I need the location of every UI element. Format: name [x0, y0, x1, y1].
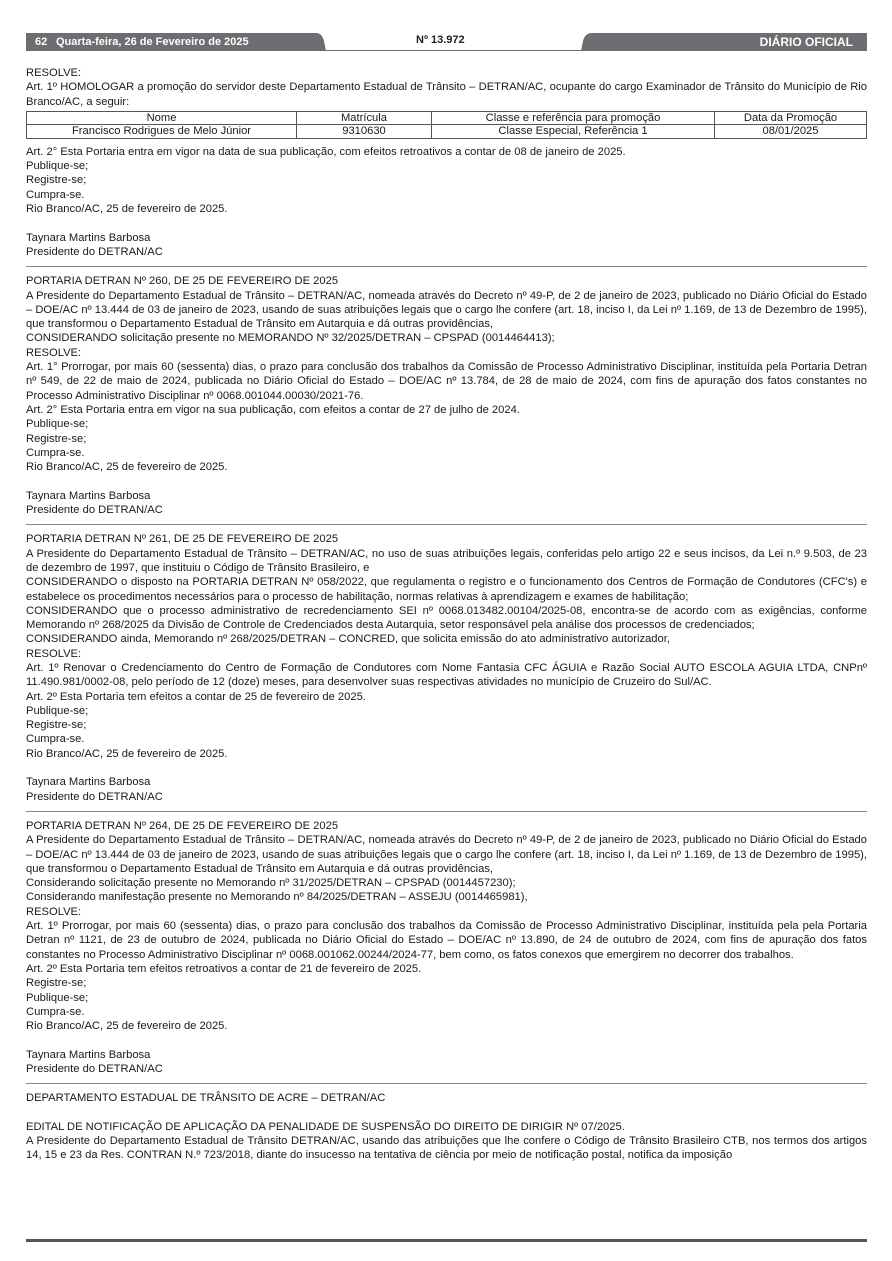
issue-date: Quarta-feira, 26 de Fevereiro de 2025: [56, 36, 249, 48]
text-paragraph: Presidente do DETRAN/AC: [26, 245, 163, 258]
text-paragraph: Presidente do DETRAN/AC: [26, 790, 163, 803]
text-paragraph: Registre-se;: [26, 977, 87, 990]
column-header: Data da Promoção: [715, 111, 867, 125]
blank-line: [26, 474, 867, 488]
text-paragraph: Presidente do DETRAN/AC: [26, 504, 163, 517]
text-paragraph: Publique-se;: [26, 418, 89, 431]
section-lines: [26, 274, 867, 517]
text-paragraph: Cumpra-se.: [26, 446, 85, 459]
text-paragraph: CONSIDERANDO o disposto na PORTARIA DETRAN Nº 058/2022, que regulamenta o registro e o funcionamento dos Centros de Formação de Condutores (CFC's) e estabelece os procedimentos necessários para o processo de habilitação, normas relativas à aprendizagem e exames de habilitação;: [26, 576, 867, 603]
text-paragraph: PORTARIA DETRAN Nº 261, DE 25 DE FEVEREIRO DE 2025: [26, 533, 339, 546]
journal-title: DIÁRIO OFICIAL: [759, 35, 853, 49]
text-paragraph: Art. 1° Prorrogar, por mais 60 (sessenta) dias, o prazo para conclusão dos trabalhos da Comissão de Processo Administrativo Disciplinar, instituída pela Portaria Detran nº 549, de 22 de maio de 2024, publicada no Diário Oficial do Estado – DOE/AC nº 13.784, de 28 de maio de 2024, com fins de apuração dos fatos constantes no Processo Administrativo Disciplinar nº 0068.001044.00030/2021-76.: [26, 361, 867, 402]
text-paragraph: A Presidente do Departamento Estadual de Trânsito DETRAN/AC, usando das atribuições que lhe confere o Código de Trânsito Brasileiro CTB, nos termos dos artigos 14, 15 e 23 da Res. CONTRAN N.º 723/2018, diante do insucesso na tentativa de ciência por meio de notificação postal, notifica da imposição: [26, 1135, 867, 1162]
text-paragraph: Publique-se;: [26, 160, 89, 173]
text-paragraph: Art. 2° Esta Portaria entra em vigor na sua publicação, com efeitos a contar de 27 de julho de 2024.: [26, 403, 520, 416]
promotion-table: [26, 111, 867, 139]
text-paragraph: Registre-se;: [26, 432, 87, 445]
edition-number: Nº 13.972: [416, 34, 465, 46]
text-paragraph: CONSIDERANDO solicitação presente no MEMORANDO Nº 32/2025/DETRAN – CPSPAD (0014464413);: [26, 332, 555, 345]
table-cell: Francisco Rodrigues de Melo Júnior: [27, 125, 297, 139]
text-paragraph: Registre-se;: [26, 719, 87, 732]
text-paragraph: Taynara Martins Barbosa: [26, 1048, 151, 1061]
section-lines: [26, 819, 867, 1076]
table-cell: 08/01/2025: [715, 125, 867, 139]
text-paragraph: EDITAL DE NOTIFICAÇÃO DE APLICAÇÃO DA PENALIDADE DE SUSPENSÃO DO DIREITO DE DIRIGIR Nº 07/2025.: [26, 1120, 625, 1133]
text-paragraph: DEPARTAMENTO ESTADUAL DE TRÂNSITO DE ACRE – DETRAN/AC: [26, 1092, 386, 1105]
text-paragraph: Rio Branco/AC, 25 de fevereiro de 2025.: [26, 461, 228, 474]
footer-rule: [26, 1239, 867, 1242]
text-paragraph: Art. 2º Esta Portaria tem efeitos retroativos a contar de 21 de fevereiro de 2025.: [26, 962, 422, 975]
blank-line: [26, 1106, 867, 1120]
text-paragraph: RESOLVE:: [26, 346, 82, 359]
text-paragraph: Rio Branco/AC, 25 de fevereiro de 2025.: [26, 747, 228, 760]
text-paragraph: Rio Branco/AC, 25 de fevereiro de 2025.: [26, 1020, 228, 1033]
text-paragraph: CONSIDERANDO que o processo administrativo de recredenciamento SEI nº 0068.013482.00104/2025-08, encontra-se de acordo com as exigências, conforme Memorando nº 268/2025 da Divisão de Controle de Credenciados desta Autarquia, setor responsável pela análise dos processos de credenciados;: [26, 604, 867, 632]
section-lines: [26, 1091, 867, 1162]
text-paragraph: A Presidente do Departamento Estadual de Trânsito – DETRAN/AC, no uso de suas atribuições legais, conferidas pelo artigo 22 e seus incisos, da Lei n.º 9.503, de 23 de dezembro de 1997, que instituiu o Código de Trânsito Brasileiro, e: [26, 547, 867, 574]
table-header-row: [27, 111, 867, 125]
text-paragraph: Art. 2º Esta Portaria tem efeitos a contar de 25 de fevereiro de 2025.: [26, 690, 366, 703]
text-line: RESOLVE:: [26, 67, 82, 79]
column-header: Nome: [27, 111, 297, 125]
section-portaria-264: [26, 819, 867, 1076]
section-lines: [26, 532, 867, 804]
column-header: Matrícula: [297, 111, 432, 125]
column-header: Classe e referência para promoção: [432, 111, 715, 125]
text-paragraph: Art. 1º Renovar o Credenciamento do Centro de Formação de Condutores com Nome Fantasia CFC ÁGUIA e Razão Social AUTO ESCOLA AGUIA LTDA, CNPnº 11.490.981/0002-08, pelo período de 12 (doze) meses, para desenvolver suas respectivas atividades no município de Cruzeiro do Sul/AC.: [26, 661, 867, 689]
section-divider: [26, 524, 867, 525]
text-paragraph: Presidente do DETRAN/AC: [26, 1063, 163, 1075]
text-paragraph: RESOLVE:: [26, 905, 82, 918]
section-portaria-260: [26, 274, 867, 517]
text-paragraph: Considerando manifestação presente no Memorando nº 84/2025/DETRAN – ASSEJU (0014465981),: [26, 891, 528, 904]
section-homologacao: [26, 66, 867, 259]
table-cell: Classe Especial, Referência 1: [432, 125, 715, 139]
table-cell: 9310630: [297, 125, 432, 139]
text-paragraph: Taynara Martins Barbosa: [26, 776, 151, 789]
section-portaria-261: [26, 532, 867, 804]
text-paragraph: Art. 1º Prorrogar, por mais 60 (sessenta) dias, o prazo para conclusão dos trabalhos da Comissão de Processo Administrativo Disciplinar, instituída pela pela Portaria Detran nº 1121, de 23 de outubro de 2024, publicada no Diário Oficial do Estado – DOE/AC nº 13.890, de 24 de outubro de 2024, com fins de apuração dos fatos constantes no Processo Administrativo Disciplinar nº 0068.001062.00244/2024-77, bem como, os fatos conexos que emergirem no decorrer dos trabalhos.: [26, 920, 867, 961]
section-divider: [26, 811, 867, 812]
text-paragraph: Publique-se;: [26, 704, 89, 717]
page-number: 62: [35, 36, 48, 48]
text-paragraph: Art. 2° Esta Portaria entra em vigor na data de sua publicação, com efeitos retroativos a contar de 08 de janeiro de 2025.: [26, 145, 626, 158]
text-paragraph: Rio Branco/AC, 25 de fevereiro de 2025.: [26, 203, 228, 216]
text-paragraph: Cumpra-se.: [26, 733, 85, 746]
blank-line: [26, 216, 867, 230]
section-lines: [26, 145, 867, 259]
text-paragraph: Registre-se;: [26, 174, 87, 187]
text-paragraph: A Presidente do Departamento Estadual de Trânsito – DETRAN/AC, nomeada através do Decreto nº 49-P, de 2 de janeiro de 2023, publicado no Diário Oficial do Estado – DOE/AC nº 13.444 de 03 de janeiro de 2023, usando de suas atribuições legais que o cargo lhe confere (art. 18, inciso I, da Lei nº 1.169, de 13 de Dezembro de 1995), que transformou o Departamento Estadual de Trânsito em Autarquia e dá outras providências,: [26, 289, 867, 331]
section-divider: [26, 1083, 867, 1084]
text-paragraph: CONSIDERANDO ainda, Memorando nº 268/2025/DETRAN – CONCRED, que solicita emissão do ato administrativo autorizador,: [26, 633, 670, 646]
text-paragraph: A Presidente do Departamento Estadual de Trânsito – DETRAN/AC, nomeada através do Decreto nº 49-P, de 2 de janeiro de 2023, publicado no Diário Oficial do Estado – DOE/AC nº 13.444 de 03 de janeiro de 2023, usando de suas atribuições legais que o cargo lhe confere (art. 18, inciso I, da Lei nº 1.169, de 13 de Dezembro de 1995), que transformou o Departamento Estadual de Trânsito em Autarquia e dá outras providências,: [26, 834, 867, 875]
table-row: [27, 125, 867, 139]
section-divider: [26, 266, 867, 267]
blank-line: [26, 761, 867, 775]
text-paragraph: RESOLVE:: [26, 647, 82, 660]
document-body: [26, 66, 867, 1163]
text-paragraph: Considerando solicitação presente no Memorando nº 31/2025/DETRAN – CPSPAD (0014457230);: [26, 877, 516, 890]
text-paragraph: Taynara Martins Barbosa: [26, 231, 151, 244]
text-paragraph: PORTARIA DETRAN Nº 260, DE 25 DE FEVEREIRO DE 2025: [26, 275, 339, 288]
page-header: [26, 33, 867, 51]
text-paragraph: PORTARIA DETRAN Nº 264, DE 25 DE FEVEREIRO DE 2025: [26, 819, 339, 832]
text-paragraph: Cumpra-se.: [26, 1005, 85, 1018]
text-paragraph: Art. 1º HOMOLOGAR a promoção do servidor deste Departamento Estadual de Trânsito – DETRAN/AC, ocupante do cargo Examinador de Trânsito do Município de Rio Branco/AC, a seguir:: [26, 81, 867, 108]
text-paragraph: Taynara Martins Barbosa: [26, 489, 151, 502]
text-paragraph: Cumpra-se.: [26, 188, 85, 201]
section-edital: [26, 1091, 867, 1162]
blank-line: [26, 1033, 867, 1047]
text-paragraph: Publique-se;: [26, 991, 89, 1004]
